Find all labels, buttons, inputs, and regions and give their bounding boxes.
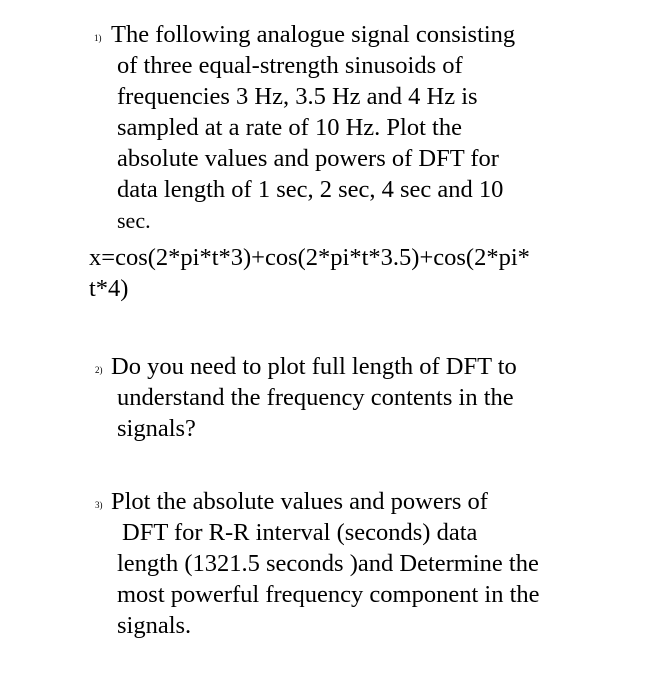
question-3-line-2: DFT for R-R interval (seconds) data bbox=[122, 519, 478, 546]
question-1-line-7: sec. bbox=[117, 208, 151, 233]
question-1-line-2: of three equal-strength sinusoids of bbox=[117, 52, 463, 79]
question-1-line-5: absolute values and powers of DFT for bbox=[117, 145, 499, 172]
question-3-line-3: length (1321.5 seconds )and Determine the bbox=[117, 550, 539, 577]
question-1-line-1: The following analogue signal consisting bbox=[111, 21, 516, 48]
question-1-number: 1) bbox=[94, 33, 102, 43]
question-2-number: 2) bbox=[95, 365, 103, 375]
signal-formula-line-2: t*4) bbox=[89, 275, 129, 302]
signal-formula-line-1: x=cos(2*pi*t*3)+cos(2*pi*t*3.5)+cos(2*pi* bbox=[89, 244, 530, 271]
question-1-line-6: data length of 1 sec, 2 sec, 4 sec and 10 bbox=[117, 176, 504, 203]
question-3-line-4: most powerful frequency component in the bbox=[117, 581, 540, 608]
question-3-line-1: Plot the absolute values and powers of bbox=[111, 488, 488, 515]
question-2-line-2: understand the frequency contents in the bbox=[117, 384, 514, 411]
question-3-line-5: signals. bbox=[117, 612, 192, 639]
question-1-line-4: sampled at a rate of 10 Hz. Plot the bbox=[117, 114, 462, 141]
question-2-line-1: Do you need to plot full length of DFT to bbox=[111, 353, 517, 380]
question-2-line-3: signals? bbox=[117, 415, 196, 442]
question-3-number: 3) bbox=[95, 500, 103, 510]
question-1-line-3: frequencies 3 Hz, 3.5 Hz and 4 Hz is bbox=[117, 83, 478, 110]
